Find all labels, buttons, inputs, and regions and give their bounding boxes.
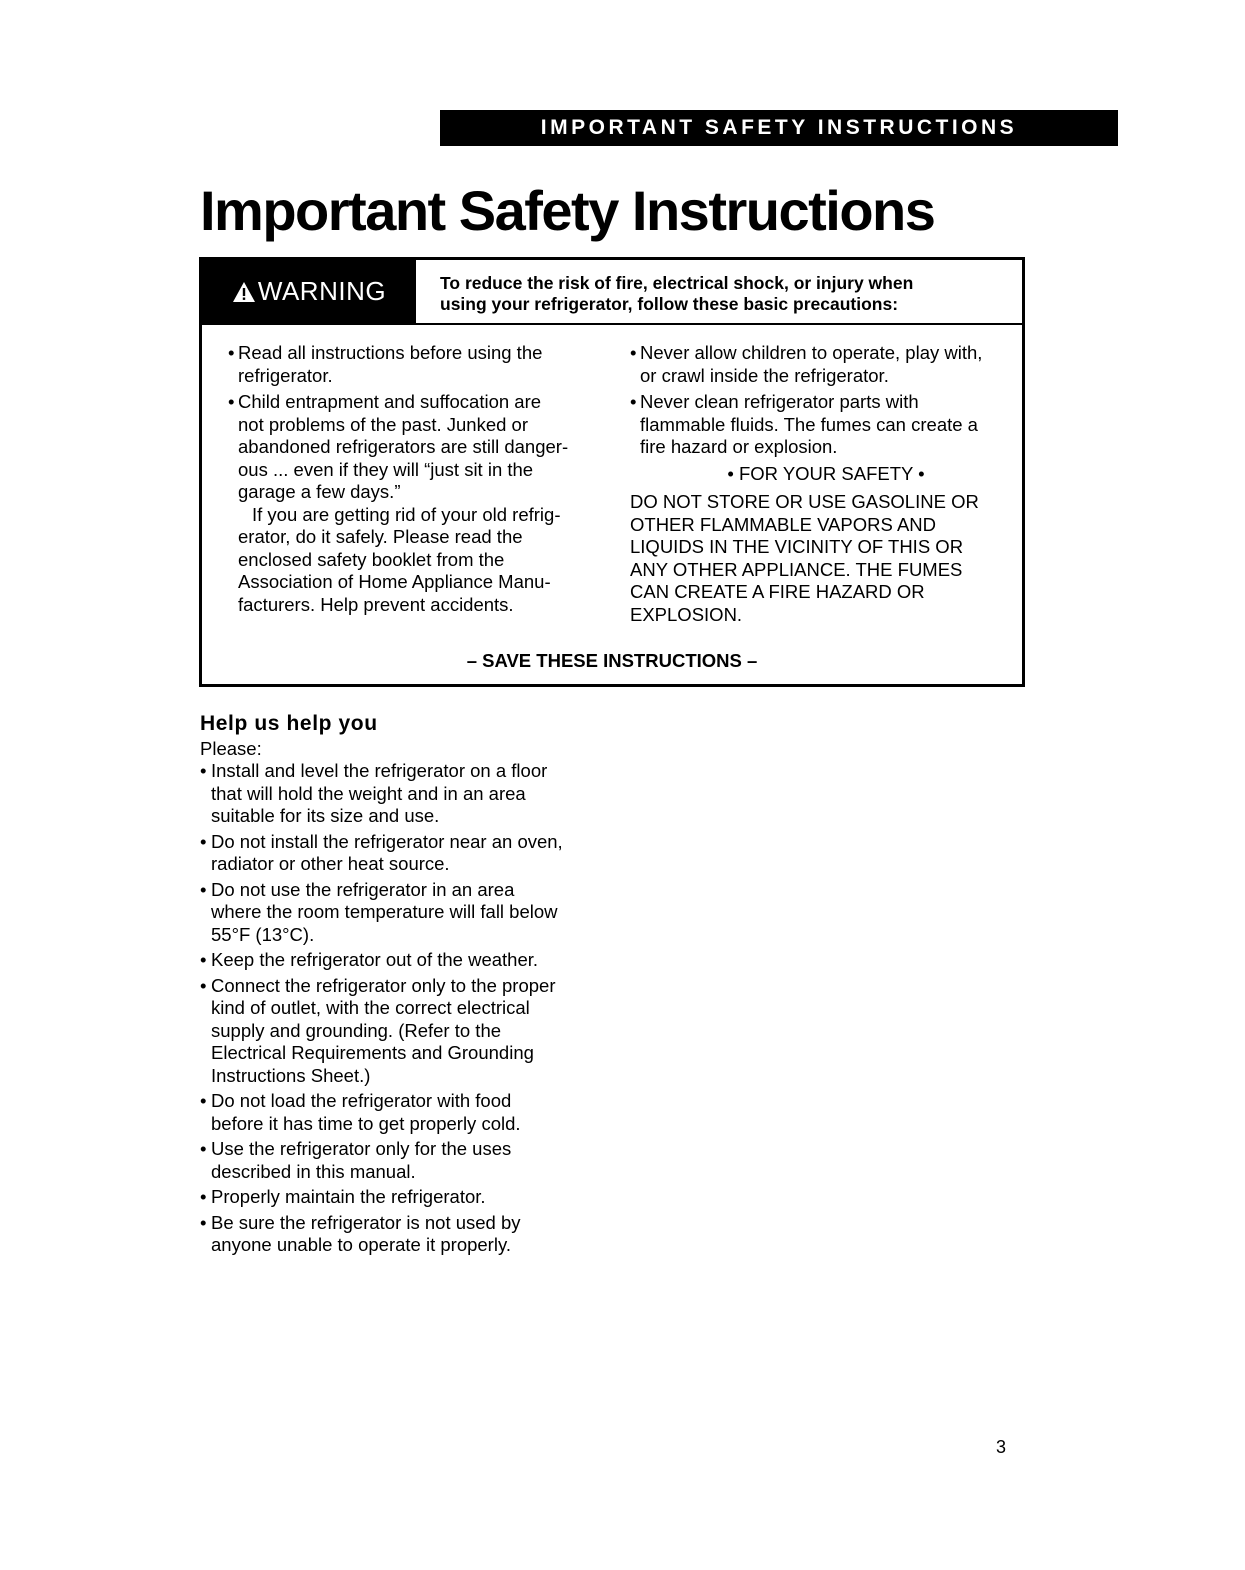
text-line: erator, do it safely. Please read the — [238, 526, 523, 547]
text-line: enclosed safety booklet from the — [238, 548, 505, 570]
text-line: Properly maintain the refrigerator. — [211, 1186, 486, 1207]
warning-intro-line: To reduce the risk of fire, electrical shock, or injury when — [440, 273, 914, 293]
bullet-dot-icon: • — [200, 760, 207, 781]
bullet-dot-icon: • — [228, 342, 235, 363]
text-line: Association of Home Appliance Manu- — [238, 571, 551, 592]
text-line: garage a few days.” — [238, 481, 401, 502]
text-line: CAN CREATE A FIRE HAZARD OR — [630, 581, 925, 602]
warning-bullet — [630, 391, 1022, 459]
text-line: Instructions Sheet.) — [211, 1064, 371, 1086]
text-line: or crawl inside the refrigerator. — [640, 364, 889, 386]
text-line: refrigerator. — [238, 364, 333, 386]
warning-box — [199, 257, 1025, 687]
help-bullet — [200, 1090, 620, 1135]
text-line: supply and grounding. (Refer to the — [211, 1019, 502, 1041]
text-line: where the room temperature will fall below — [211, 901, 558, 922]
warning-paragraph — [228, 504, 608, 617]
text-line: Never allow children to operate, play with, — [640, 342, 983, 363]
save-instructions-line: – SAVE THESE INSTRUCTIONS – — [466, 650, 758, 671]
help-bullet — [200, 1186, 620, 1209]
text-line: Use the refrigerator only for the uses — [211, 1138, 512, 1159]
text-line: Read all instructions before using the — [238, 342, 543, 363]
help-bullet — [200, 975, 620, 1088]
for-your-safety-heading: • FOR YOUR SAFETY • — [727, 462, 925, 484]
help-heading: Help us help you — [200, 712, 378, 735]
text-line: kind of outlet, with the correct electrical — [211, 997, 530, 1018]
bullet-dot-icon: • — [200, 1090, 207, 1111]
text-line: before it has time to get properly cold. — [211, 1112, 521, 1134]
text-line: ANY OTHER APPLIANCE. THE FUMES — [630, 558, 963, 580]
text-line: flammable fluids. The fumes can create a — [640, 413, 978, 435]
bullet-dot-icon: • — [200, 974, 207, 996]
flammable-warning — [630, 491, 1022, 626]
text-line: Do not install the refrigerator near an oven, — [211, 830, 563, 852]
text-line: that will hold the weight and in an area — [211, 782, 526, 804]
warning-bullet — [228, 342, 608, 387]
bullet-dot-icon: • — [630, 391, 637, 412]
text-line: radiator or other heat source. — [211, 853, 450, 874]
text-line: facturers. Help prevent accidents. — [238, 593, 514, 615]
warning-triangle-icon — [232, 281, 256, 303]
warning-header — [202, 260, 1022, 325]
help-section — [200, 713, 620, 1260]
text-line: Keep the refrigerator out of the weather. — [211, 949, 539, 970]
help-bullet — [200, 1212, 620, 1257]
text-line: Electrical Requirements and Grounding — [211, 1042, 534, 1063]
text-line: Install and level the refrigerator on a floor — [211, 760, 548, 781]
bullet-dot-icon: • — [200, 1211, 207, 1233]
bullet-dot-icon: • — [200, 1138, 207, 1159]
bullet-dot-icon: • — [630, 342, 637, 363]
warning-right-column — [630, 342, 1022, 626]
help-bullet — [200, 1138, 620, 1183]
warning-bullet — [228, 391, 608, 504]
text-line: ous ... even if they will “just sit in the — [238, 458, 534, 480]
text-line: LIQUIDS IN THE VICINITY OF THIS OR — [630, 536, 964, 557]
help-please: Please: — [200, 737, 262, 759]
text-line: abandoned refrigerators are still danger- — [238, 436, 569, 457]
section-banner: IMPORTANT SAFETY INSTRUCTIONS — [440, 110, 1118, 146]
text-line: suitable for its size and use. — [211, 805, 440, 826]
bullet-dot-icon: • — [200, 878, 207, 900]
warning-intro-line: using your refrigerator, follow these basic precautions: — [440, 294, 899, 314]
text-line: Never clean refrigerator parts with — [640, 391, 919, 412]
text-line: Do not use the refrigerator in an area — [211, 878, 515, 900]
warning-left-column — [228, 342, 608, 620]
text-line: not problems of the past. Junked or — [238, 413, 529, 435]
warning-label-text: WARNING — [257, 276, 387, 306]
help-bullet — [200, 760, 620, 828]
page-number: 3 — [996, 1437, 1007, 1457]
text-line: Do not load the refrigerator with food — [211, 1090, 512, 1111]
page-title: Important Safety Instructions — [200, 179, 935, 242]
warning-bullet — [630, 342, 1022, 387]
bullet-dot-icon: • — [200, 830, 207, 852]
warning-intro — [416, 260, 1022, 323]
bullet-dot-icon: • — [200, 949, 207, 970]
help-bullet — [200, 949, 620, 972]
text-line: EXPLOSION. — [630, 603, 743, 625]
help-bullet — [200, 831, 620, 876]
text-line: Child entrapment and suffocation are — [238, 391, 542, 412]
help-bullet — [200, 879, 620, 947]
text-line: fire hazard or explosion. — [640, 436, 838, 457]
text-line: Connect the refrigerator only to the proper — [211, 974, 556, 996]
text-line: DO NOT STORE OR USE GASOLINE OR — [630, 491, 979, 512]
text-line: Be sure the refrigerator is not used by — [211, 1211, 521, 1233]
text-line: described in this manual. — [211, 1160, 416, 1182]
text-line: anyone unable to operate it properly. — [211, 1234, 511, 1255]
bullet-dot-icon: • — [200, 1186, 207, 1207]
text-line: OTHER FLAMMABLE VAPORS AND — [630, 513, 936, 535]
bullet-dot-icon: • — [228, 391, 235, 412]
text-line: If you are getting rid of your old refrig- — [252, 503, 561, 525]
warning-label — [202, 260, 416, 323]
text-line: 55°F (13°C). — [211, 923, 315, 945]
